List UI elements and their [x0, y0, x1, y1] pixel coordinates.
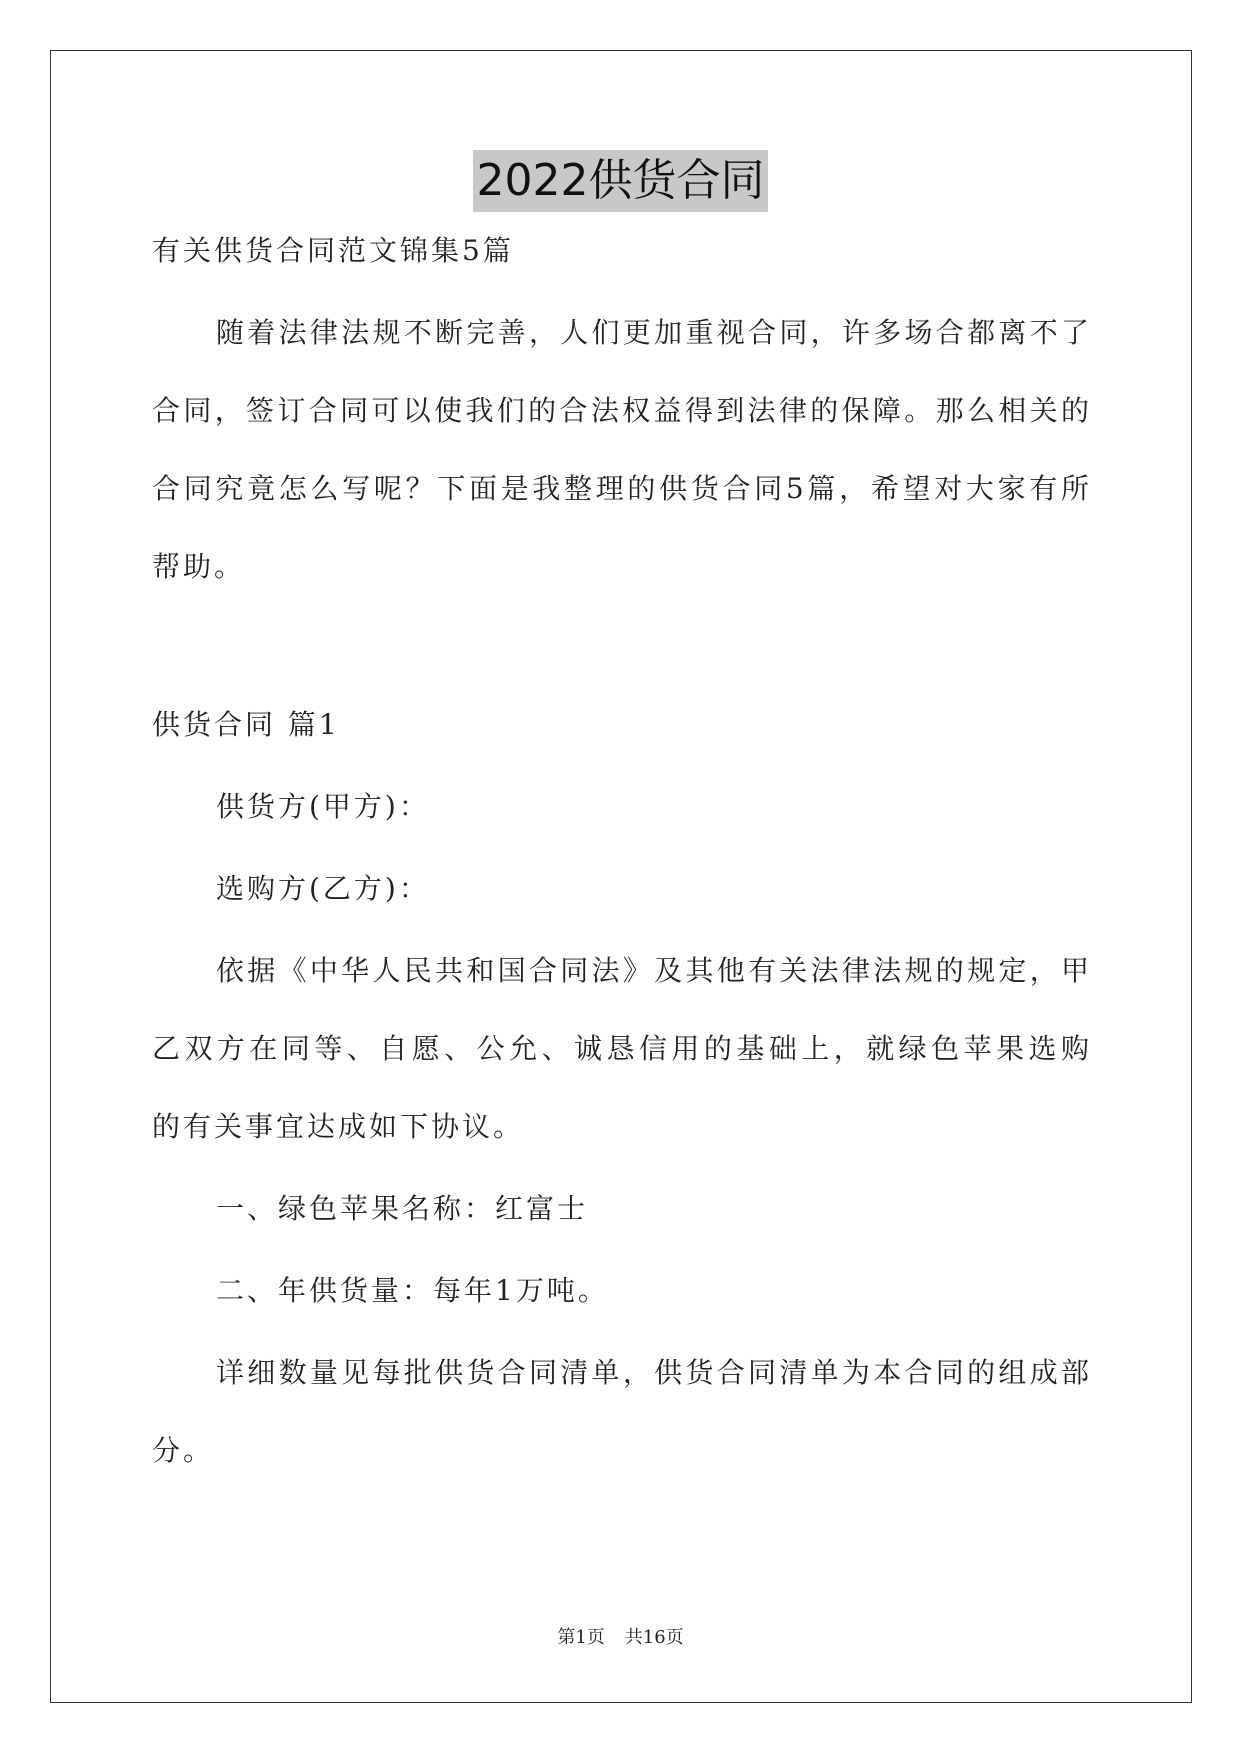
- document-body: [152, 212, 1092, 1490]
- clause-annual-supply: 二、年供货量：每年1万吨。: [216, 1274, 609, 1307]
- clause-product-name: 一、绿色苹果名称：红富士: [216, 1192, 589, 1225]
- agreement-basis-paragraph: 依据《中华人民共和国合同法》及其他有关法律法规的规定，甲乙双方在同等、自愿、公允、诚恳信用的基础上，就绿色苹果选购 的有关事宜达成如下协议。: [152, 954, 1092, 1143]
- buyer-party-line: 选购方(乙方)：: [216, 872, 430, 905]
- page-footer: [0, 1623, 1241, 1649]
- page-total: 共16页: [624, 1627, 684, 1648]
- intro-paragraph: 随着法律法规不断完善，人们更加重视合同，许多场合都离不了合同，签订合同可以使我们的合法权益得到法律的保障。那么相关的合同究竟怎么写呢？下面是我整理的供货合同5篇，希望对大家有所帮助。: [152, 316, 1092, 583]
- document-title: 2022供货合同: [473, 150, 769, 212]
- section-heading: 供货合同 篇1: [152, 708, 340, 741]
- title-container: [0, 150, 1241, 212]
- document-subtitle: 有关供货合同范文锦集5篇: [152, 234, 514, 267]
- page-number: 第1页: [557, 1627, 605, 1648]
- supplier-party-line: 供货方(甲方)：: [216, 790, 430, 823]
- clause-quantity-detail: 详细数量见每批供货合同清单，供货合同清单为本合同的组成部分。: [152, 1356, 1092, 1467]
